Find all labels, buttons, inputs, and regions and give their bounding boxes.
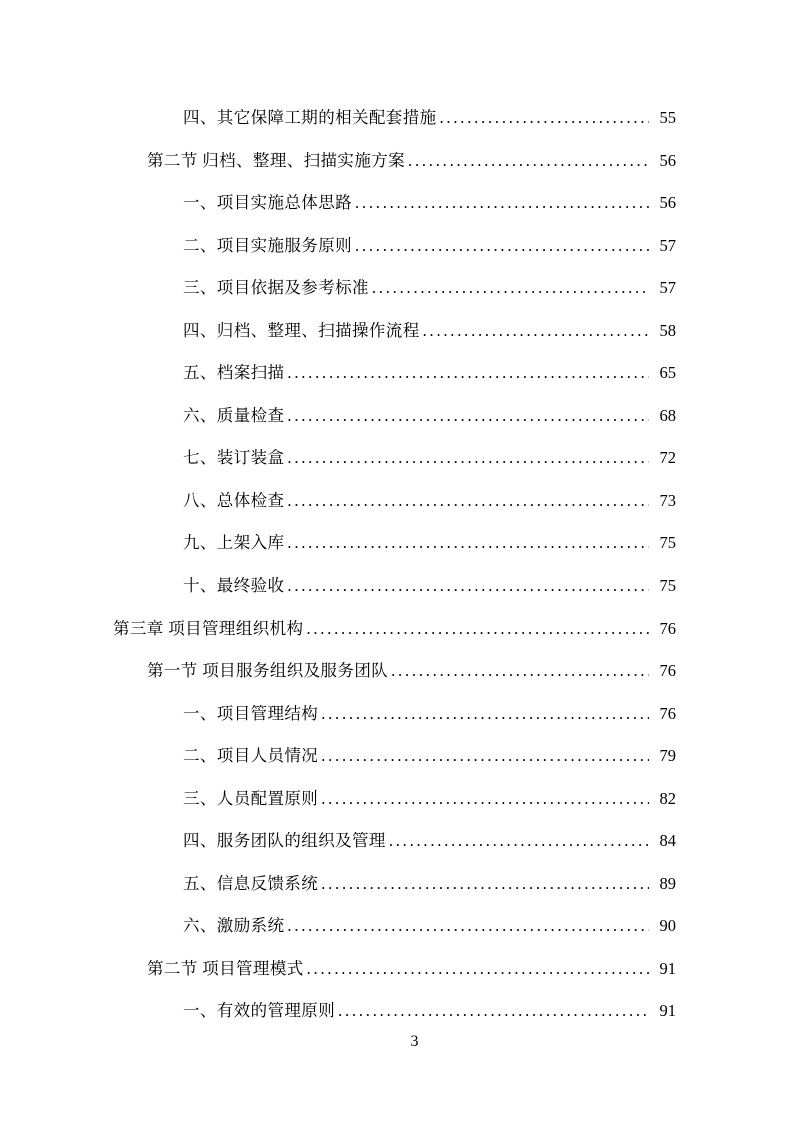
toc-entry[interactable] — [113, 944, 676, 987]
toc-entry-title: 八、总体检查 — [183, 490, 285, 510]
toc-entry[interactable] — [113, 391, 676, 434]
toc-entry-page: 55 — [659, 108, 676, 127]
toc-entry-page: 75 — [659, 533, 676, 553]
toc-entry-page: 82 — [659, 788, 676, 808]
toc-dot-leader — [287, 533, 649, 553]
toc-dot-leader — [423, 321, 649, 341]
page-footer — [0, 1033, 793, 1051]
toc-dot-leader — [287, 576, 649, 596]
toc-entry-page: 57 — [659, 278, 676, 298]
toc-entry[interactable] — [113, 93, 676, 136]
toc-entry-title: 第一节 项目服务组织及服务团队 — [147, 661, 389, 681]
toc-entry-title: 七、装订装盒 — [183, 448, 285, 468]
toc-entry[interactable] — [113, 646, 676, 689]
toc-entry-page: 91 — [659, 958, 676, 978]
toc-entry-page: 56 — [659, 150, 676, 170]
toc-entry[interactable] — [113, 178, 676, 221]
toc-entry[interactable] — [113, 561, 676, 604]
toc-entry[interactable] — [113, 986, 676, 1029]
toc-entry[interactable] — [113, 859, 676, 902]
toc-entry-page: 76 — [659, 618, 676, 638]
page-number: 3 — [410, 1033, 419, 1050]
toc-entry[interactable] — [113, 604, 676, 647]
toc-entry-page: 75 — [659, 576, 676, 596]
toc-entry-title: 第三章 项目管理组织机构 — [113, 618, 304, 638]
toc-dot-leader — [321, 746, 649, 766]
toc-dot-leader — [321, 874, 649, 894]
toc-dot-leader — [372, 278, 649, 298]
toc-dot-leader — [321, 789, 649, 809]
toc-dot-leader — [287, 916, 649, 936]
toc-entry-title: 二、项目人员情况 — [183, 746, 319, 766]
toc-entry[interactable] — [113, 348, 676, 391]
toc-dot-leader — [440, 108, 650, 128]
toc-dot-leader — [391, 661, 649, 681]
toc-list — [113, 93, 676, 1029]
toc-entry[interactable] — [113, 901, 676, 944]
toc-entry-title: 第二节 归档、整理、扫描实施方案 — [147, 150, 406, 170]
toc-entry[interactable] — [113, 689, 676, 732]
toc-entry[interactable] — [113, 221, 676, 264]
toc-dot-leader — [306, 619, 649, 639]
toc-entry-page: 57 — [659, 235, 676, 255]
toc-entry-page: 68 — [659, 405, 676, 425]
toc-entry-page: 79 — [659, 746, 676, 766]
toc-dot-leader — [287, 363, 649, 383]
toc-entry-title: 四、服务团队的组织及管理 — [183, 831, 386, 851]
toc-entry[interactable] — [113, 518, 676, 561]
toc-entry-title: 二、项目实施服务原则 — [183, 235, 352, 255]
toc-dot-leader — [287, 491, 649, 511]
toc-entry-title: 三、人员配置原则 — [183, 788, 319, 808]
toc-dot-leader — [321, 704, 649, 724]
toc-dot-leader — [408, 151, 649, 171]
toc-entry-title: 五、档案扫描 — [183, 363, 285, 383]
toc-entry-title: 六、质量检查 — [183, 405, 285, 425]
toc-entry-page: 72 — [659, 448, 676, 468]
toc-entry-title: 四、归档、整理、扫描操作流程 — [183, 320, 420, 340]
toc-dot-leader — [307, 959, 649, 979]
toc-entry-page: 65 — [659, 363, 676, 383]
toc-entry-page: 76 — [659, 703, 676, 723]
toc-entry-title: 第二节 项目管理模式 — [147, 958, 304, 978]
toc-entry-title: 十、最终验收 — [183, 576, 285, 596]
toc-dot-leader — [389, 831, 649, 851]
toc-entry[interactable] — [113, 263, 676, 306]
toc-entry-page: 58 — [659, 320, 676, 340]
toc-entry[interactable] — [113, 433, 676, 476]
toc-entry-title: 一、项目管理结构 — [183, 703, 319, 723]
toc-dot-leader — [355, 193, 649, 213]
toc-entry-page: 56 — [659, 193, 676, 213]
toc-entry-page: 89 — [659, 873, 676, 893]
toc-entry-page: 90 — [659, 916, 676, 936]
toc-entry[interactable] — [113, 476, 676, 519]
toc-dot-leader — [287, 406, 649, 426]
toc-entry[interactable] — [113, 816, 676, 859]
toc-entry-page: 91 — [659, 1001, 676, 1021]
toc-entry-title: 四、其它保障工期的相关配套措施 — [183, 108, 437, 127]
toc-dot-leader — [355, 236, 649, 256]
toc-entry[interactable] — [113, 306, 676, 349]
toc-entry-title: 一、项目实施总体思路 — [183, 193, 352, 213]
toc-entry-page: 84 — [659, 831, 676, 851]
toc-entry-title: 六、激励系统 — [183, 916, 285, 936]
toc-entry[interactable] — [113, 136, 676, 179]
toc-entry[interactable] — [113, 731, 676, 774]
toc-entry-title: 五、信息反馈系统 — [183, 873, 319, 893]
toc-entry-title: 九、上架入库 — [183, 533, 285, 553]
toc-entry-page: 76 — [659, 661, 676, 681]
toc-dot-leader — [287, 448, 649, 468]
toc-entry[interactable] — [113, 774, 676, 817]
toc-entry-page: 73 — [659, 490, 676, 510]
toc-entry-title: 三、项目依据及参考标准 — [183, 278, 369, 298]
toc-dot-leader — [338, 1001, 649, 1021]
toc-entry-title: 一、有效的管理原则 — [183, 1001, 336, 1021]
